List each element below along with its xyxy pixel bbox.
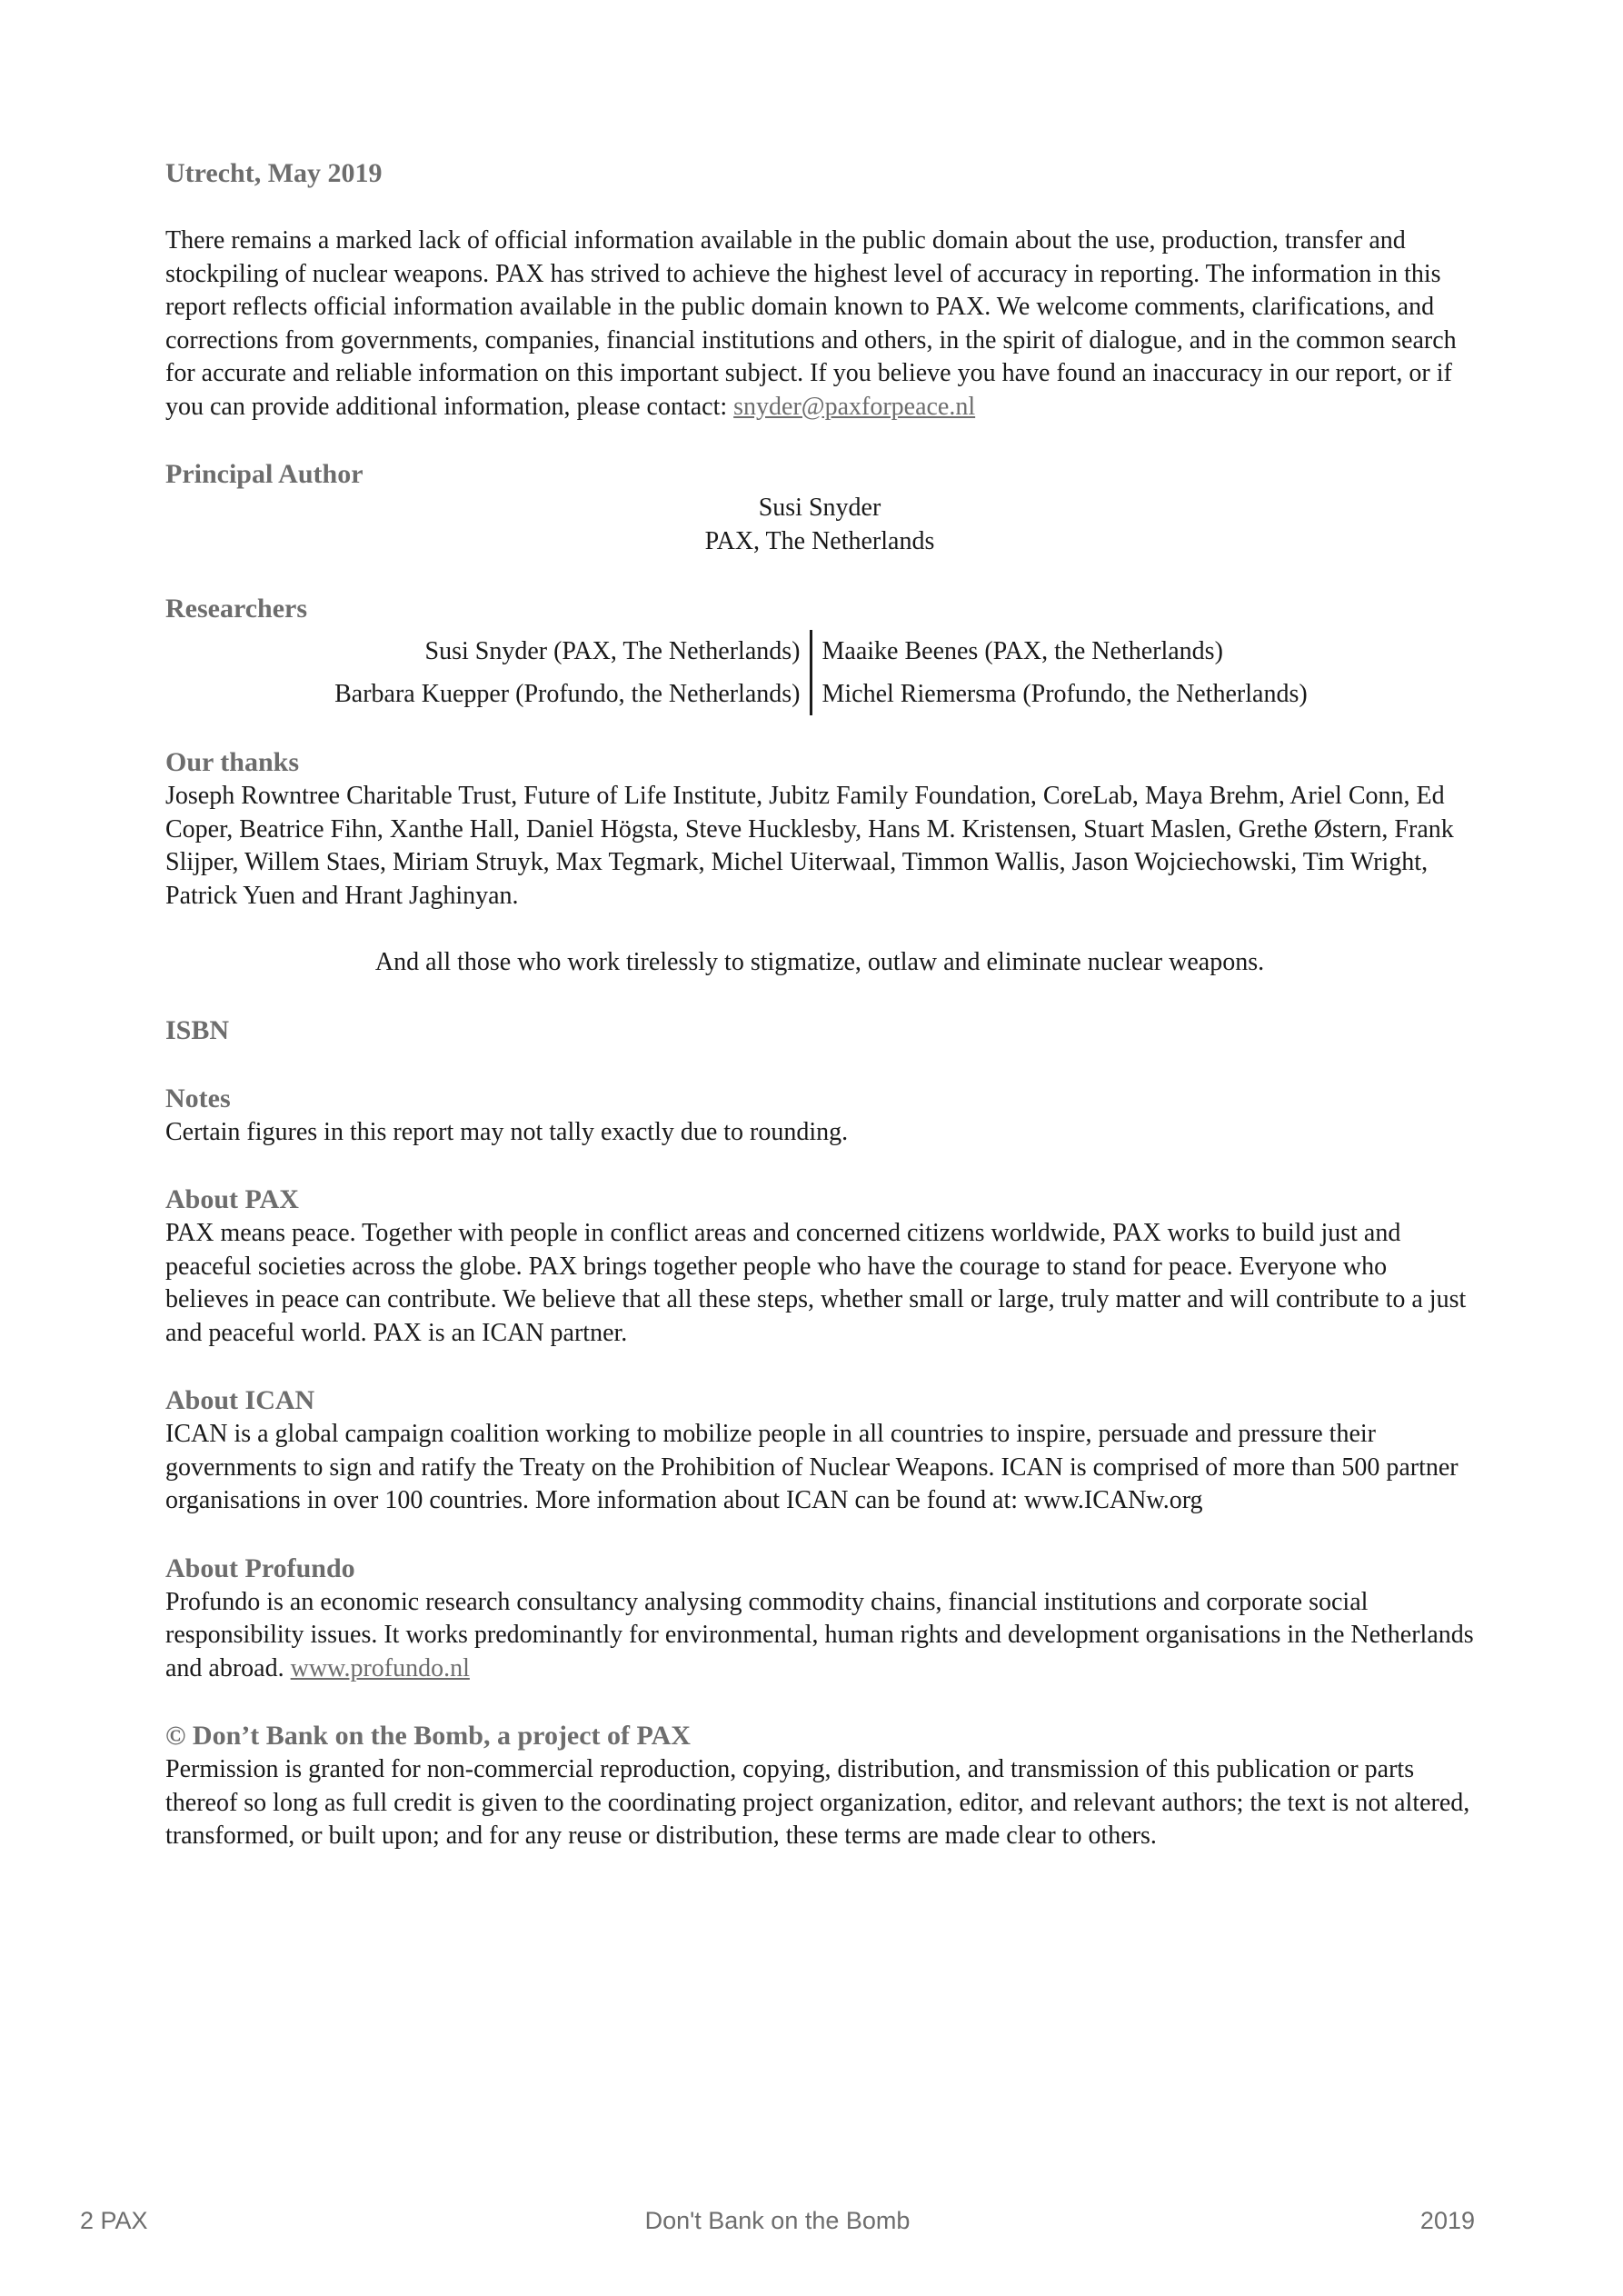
about-profundo-heading: About Profundo [165, 1552, 355, 1583]
contact-email-link[interactable]: snyder@paxforpeace.nl [733, 392, 976, 421]
about-ican-text: ICAN is a global campaign coalition working to mobilize people in all countries to inspire, persuade and pressure their governments to sign and ratify the Treaty on the Prohibition of Nuclear Weapons. ICAN is comprised of more than 500 partner organisations in over 100 countries. More information about ICAN can be found at: www.ICANw.org [165, 1420, 1459, 1514]
notes-heading: Notes [165, 1083, 231, 1113]
footer-year: 2019 [1419, 2207, 1475, 2234]
researcher-name: Michel Riemersma (Profundo, the Netherlands) [821, 680, 1308, 708]
footer-publication-title: Don't Bank on the Bomb [644, 2207, 911, 2234]
about-pax-heading: About PAX [165, 1184, 299, 1214]
about-ican-heading: About ICAN [165, 1385, 315, 1415]
about-profundo-paragraph [165, 1586, 1474, 1686]
researchers-table [165, 630, 1474, 715]
researcher-name: Barbara Kuepper (Profundo, the Netherlands) [334, 680, 801, 708]
copyright-text: Permission is granted for non-commercial reproduction, copying, distribution, and transmission of this publication or parts thereof so long as full credit is given to the coordinating project organization, editor, and relevant authors; the text is not altered, transformed, or built upon; and for any reuse or distribution, these terms are made clear to others. [165, 1755, 1470, 1850]
about-pax-text: PAX means peace. Together with people in conflict areas and concerned citizens worldwide, PAX works to build just and peaceful societies across the globe. PAX brings together people who have the courage to stand for peace. Everyone who believes in peace can contribute. We believe that all these steps, whether small or large, truly matter and will contribute to a just and peaceful world. PAX is an ICAN partner. [165, 1219, 1467, 1347]
principal-author-affiliation: PAX, The Netherlands [704, 526, 935, 555]
about-profundo-text: Profundo is an economic research consultancy analysing commodity chains, financial institutions and corporate social responsibility issues. It works predominantly for environmental, human rights and development organisations in the Netherlands and abroad. [165, 1587, 1474, 1682]
isbn-heading: ISBN [165, 1014, 230, 1045]
researchers-left-column [246, 630, 812, 715]
thanks-text: Joseph Rowntree Charitable Trust, Future of Life Institute, Jubitz Family Foundation, CoreLab, Maya Brehm, Ariel Conn, Ed Coper, Beatrice Fihn, Xanthe Hall, Daniel Högsta, Steve Hucklesby, Hans M. Kristensen, Stuart Maslen, Grethe Østern, Frank Slijper, Willem Staes, Miriam Struyk, Max Tegmark, Michel Uiterwaal, Timmon Wallis, Jason Wojciechowski, Tim Wright, Patrick Yuen and Hrant Jaghinyan. [165, 782, 1454, 910]
profundo-website-link[interactable]: www.profundo.nl [290, 1653, 470, 1682]
thanks-closing: And all those who work tirelessly to stigmatize, outlaw and eliminate nuclear weapons. [374, 948, 1265, 976]
copyright-heading: © Don’t Bank on the Bomb, a project of PAX [165, 1721, 691, 1751]
researchers-heading: Researchers [165, 594, 308, 624]
intro-paragraph [165, 225, 1474, 424]
place-date-heading: Utrecht, May 2019 [165, 158, 383, 188]
thanks-heading: Our thanks [165, 747, 300, 777]
page-footer [80, 2207, 1475, 2243]
intro-text: There remains a marked lack of official information available in the public domain about the use, production, transfer and stockpiling of nuclear weapons. PAX has strived to achieve the highest level of accuracy in reporting. The information in this report reflects official information available in the public domain known to PAX. We welcome comments, clarifications, and corrections from governments, companies, financial institutions and others, in the spirit of dialogue, and in the common search for accurate and reliable information on this important subject. If you believe you have found an inaccuracy in our report, or if you can provide additional information, please contact: [165, 226, 1457, 421]
principal-author-heading: Principal Author [165, 459, 363, 489]
researchers-right-column [812, 630, 1394, 715]
researcher-name: Susi Snyder (PAX, The Netherlands) [424, 637, 801, 665]
footer-page-number: 2 PAX [80, 2207, 148, 2234]
principal-author-name: Susi Snyder [758, 494, 881, 522]
page-content [165, 156, 1474, 1853]
notes-text: Certain figures in this report may not tally exactly due to rounding. [165, 1117, 849, 1146]
researcher-name: Maaike Beenes (PAX, the Netherlands) [821, 637, 1223, 665]
